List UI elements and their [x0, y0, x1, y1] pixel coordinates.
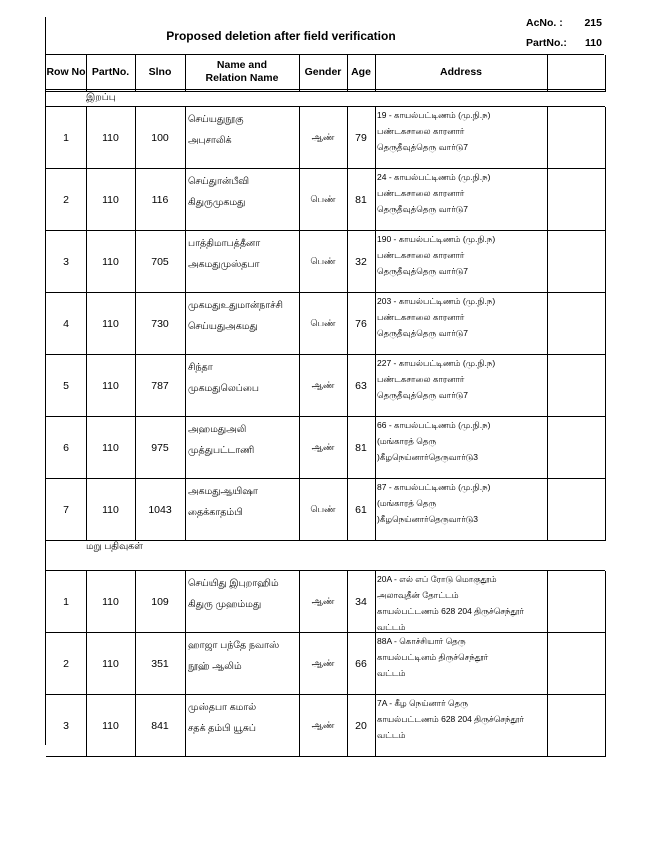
address	[377, 295, 547, 340]
address-line: 203 - காயல்பட்டிணம் (மு.நி.ந)	[377, 296, 496, 306]
age: 81	[355, 442, 367, 454]
column-header-address: Address	[439, 65, 482, 78]
address	[377, 233, 547, 278]
header-divider	[46, 89, 605, 90]
address	[377, 171, 547, 216]
serial-number: 787	[151, 380, 169, 392]
address-line: 66 - காயல்பட்டிணம் (மு.நி.ந)	[377, 420, 491, 430]
column-divider	[347, 55, 348, 92]
column-header-part-no: PartNo.	[91, 65, 130, 78]
relation-name: செய்யதுஅகமது	[188, 321, 258, 332]
column-divider	[605, 571, 606, 757]
column-divider	[375, 55, 376, 92]
column-header-gender: Gender	[304, 65, 342, 78]
part-number: 110	[102, 596, 119, 608]
column-divider	[185, 571, 186, 757]
age: 66	[355, 658, 367, 670]
address	[377, 419, 547, 464]
address-line: காயல்பட்டினம் திருச்செந்தூர்	[377, 652, 489, 662]
address-line: வட்டம்	[377, 668, 406, 678]
column-divider	[86, 571, 87, 757]
part-number: 110	[102, 720, 119, 732]
column-divider	[347, 107, 348, 541]
serial-number: 841	[151, 720, 169, 732]
address-line: வட்டம்	[377, 730, 406, 740]
gender: ஆண்	[311, 132, 335, 142]
row-number: 1	[63, 596, 69, 608]
address-line: (மங்காரத் தெரு	[377, 436, 437, 446]
column-header-name: Name and Relation Name	[205, 59, 279, 84]
report-title: Proposed deletion after field verification	[166, 29, 396, 43]
column-header-row-no: Row No	[46, 65, 86, 78]
column-header-age: Age	[351, 65, 371, 78]
address-line: 87 - காயல்பட்டிணம் (மு.நி.ந)	[377, 482, 491, 492]
part-number: 110	[102, 380, 119, 392]
relation-name: தைக்காதம்பி	[188, 507, 243, 518]
age: 32	[355, 256, 367, 268]
address-line: 19 - காயல்பட்டிணம் (மு.நி.ந)	[377, 110, 491, 120]
section-label: மறு பதிவுகள்	[86, 541, 143, 552]
serial-number: 351	[151, 658, 169, 670]
column-divider	[185, 107, 186, 541]
serial-number: 705	[151, 256, 169, 268]
address-line: பண்டகசாலை காரனார்	[377, 188, 465, 198]
address-line: 7A - கீழ நெய்னார் தெரு	[377, 698, 468, 708]
age: 34	[355, 596, 367, 608]
column-divider	[347, 571, 348, 757]
age: 61	[355, 504, 367, 516]
gender: ஆண்	[311, 596, 335, 606]
address	[377, 481, 547, 526]
part-number: 110	[102, 658, 119, 670]
age: 79	[355, 132, 367, 144]
address-line: 20A - எல் எப் ரோடு மொகுதூம்	[377, 574, 497, 584]
report-header	[45, 17, 604, 55]
column-divider	[547, 55, 548, 92]
relation-name: அபுசாலிக்	[188, 135, 232, 146]
serial-number: 116	[151, 194, 169, 206]
deletion-table	[45, 55, 604, 745]
age: 76	[355, 318, 367, 330]
age: 63	[355, 380, 367, 392]
address-line: )கீழநெய்னார்தெருவார்டு3	[377, 514, 478, 524]
serial-number: 975	[151, 442, 169, 454]
address-line: காயல்பட்டணம் 628 204 திருச்செந்தூர்	[377, 606, 524, 616]
column-divider	[299, 571, 300, 757]
gender: ஆண்	[311, 442, 335, 452]
part-number-label: PartNo.:	[526, 37, 567, 49]
address	[377, 357, 547, 402]
column-divider	[605, 55, 606, 92]
row-number: 3	[63, 256, 69, 268]
address-line: 24 - காயல்பட்டிணம் (மு.நி.ந)	[377, 172, 491, 182]
address-line: பண்டகசாலை காரனார்	[377, 126, 465, 136]
address-line: தெருதீவுத்தெரு வார்டு7	[377, 204, 468, 214]
serial-number: 730	[151, 318, 169, 330]
address-line: 227 - காயல்பட்டிணம் (மு.நி.ந)	[377, 358, 496, 368]
row-number: 5	[63, 380, 69, 392]
column-divider	[605, 107, 606, 541]
column-divider	[299, 55, 300, 92]
ac-number	[526, 17, 602, 29]
address-line: பண்டகசாலை காரனார்	[377, 250, 465, 260]
relation-name: முத்துபட்டாணி	[188, 445, 255, 456]
column-divider	[185, 55, 186, 92]
address	[377, 635, 547, 680]
column-divider	[299, 107, 300, 541]
elector-name: அஹமதுஅலி	[188, 424, 247, 435]
elector-name: சிந்தா	[188, 362, 213, 373]
row-number: 6	[63, 442, 69, 454]
relation-name: நூஹ் ஆலிம்	[188, 661, 242, 672]
column-divider	[135, 55, 136, 92]
relation-name: அகமதுமுஸ்தபா	[188, 259, 260, 270]
gender: பெண்	[310, 256, 336, 266]
ac-number-value: 215	[584, 17, 602, 29]
part-number: 110	[102, 442, 119, 454]
part-number: 110	[102, 504, 119, 516]
gender: ஆண்	[311, 658, 335, 668]
part-number-value: 110	[585, 37, 602, 49]
address	[377, 697, 547, 742]
column-divider	[547, 107, 548, 541]
elector-name: பாத்திமாபத்தீனா	[188, 238, 261, 249]
serial-number: 109	[151, 596, 169, 608]
elector-name: செய்துான்பீவி	[188, 176, 250, 187]
relation-name: கிதுருமுகமது	[188, 197, 246, 208]
ac-number-label: AcNo. :	[526, 17, 563, 29]
column-divider	[375, 107, 376, 541]
gender: பெண்	[310, 194, 336, 204]
column-divider	[375, 571, 376, 757]
elector-name: முகமதுஉதுமான்நாச்சி	[188, 300, 283, 311]
column-divider	[86, 55, 87, 92]
part-number	[526, 37, 602, 49]
deletion-list-page	[45, 17, 604, 745]
serial-number: 100	[151, 132, 169, 144]
row-number: 7	[63, 504, 69, 516]
header-divider	[46, 91, 605, 92]
address-line: தெருதீவுத்தெரு வார்டு7	[377, 390, 468, 400]
serial-number: 1043	[148, 504, 172, 516]
relation-name: கிதுரு முஹம்மது	[188, 599, 262, 610]
address-line: )கீழநெய்னார்தெருவார்டு3	[377, 452, 478, 462]
elector-name: செய்யிது இபுறாஹிம்	[188, 578, 279, 589]
part-number: 110	[102, 194, 119, 206]
address-line: (மங்காரத் தெரு	[377, 498, 437, 508]
gender: ஆண்	[311, 720, 335, 730]
column-divider	[135, 107, 136, 541]
elector-name: செய்யதுநூகு	[188, 114, 244, 125]
row-number: 1	[63, 132, 69, 144]
address-line: 190 - காயல்பட்டிணம் (மு.நி.ந)	[377, 234, 496, 244]
address-line: தெருதீவுத்தெரு வார்டு7	[377, 142, 468, 152]
age: 20	[355, 720, 367, 732]
address-line: பண்டகசாலை காரனார்	[377, 374, 465, 384]
address-line: அலாவுதீன் தோட்டம்	[377, 590, 459, 600]
row-number: 2	[63, 194, 69, 206]
elector-name: அகமதுஆயிஷா	[188, 486, 258, 497]
part-number: 110	[102, 132, 119, 144]
gender: பெண்	[310, 504, 336, 514]
address-line: காயல்பட்டணம் 628 204 திருச்செந்தூர்	[377, 714, 524, 724]
relation-name: முகமதுலெப்பை	[188, 383, 259, 394]
elector-name: முஸ்தபா கமால்	[188, 702, 257, 713]
address	[377, 573, 547, 634]
row-number: 4	[63, 318, 69, 330]
column-divider	[86, 107, 87, 541]
column-header-slno: Slno	[148, 65, 172, 78]
row-divider	[46, 756, 605, 757]
part-number: 110	[102, 256, 119, 268]
address-line: பண்டகசாலை காரனார்	[377, 312, 465, 322]
address-line: தெருதீவுத்தெரு வார்டு7	[377, 328, 468, 338]
address	[377, 109, 547, 154]
gender: பெண்	[310, 318, 336, 328]
age: 81	[355, 194, 367, 206]
column-divider	[135, 571, 136, 757]
address-line: தெருதீவுத்தெரு வார்டு7	[377, 266, 468, 276]
section-label: இறப்பு	[86, 92, 116, 103]
gender: ஆண்	[311, 380, 335, 390]
address-line: 88A - கொச்சியார் தெரு	[377, 636, 466, 646]
column-divider	[547, 571, 548, 757]
relation-name: சதக் தம்பி யூசுப்	[188, 723, 256, 734]
row-number: 3	[63, 720, 69, 732]
address-line: வட்டம்	[377, 622, 406, 632]
elector-name: ஹாஜா பந்தே நவாஸ்	[188, 640, 280, 651]
part-number: 110	[102, 318, 119, 330]
row-number: 2	[63, 658, 69, 670]
